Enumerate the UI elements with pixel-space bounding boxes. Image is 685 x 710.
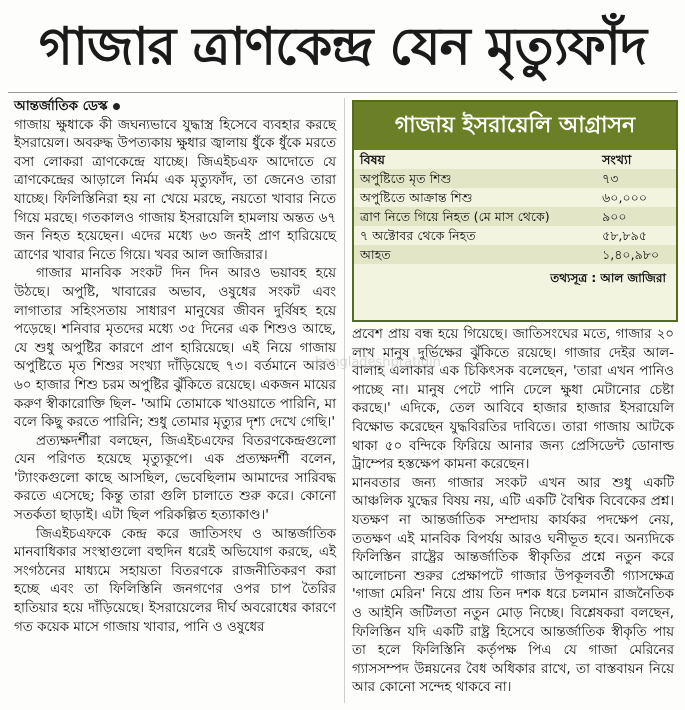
row-value: ১,৪০,৯৮০: [582, 245, 676, 264]
row-value: ৫৮,৮৯৫: [602, 228, 647, 243]
headline: গাজার ত্রাণকেন্দ্র যেন মৃত্যুফাঁদ: [38, 17, 647, 77]
column-divider: [344, 98, 345, 703]
table-row: [354, 169, 676, 188]
table-header-row: [354, 150, 676, 169]
row-value: ৬০,০০০: [602, 190, 648, 205]
source-credit: তথ্যসূত্র : আল জাজিরা: [550, 271, 666, 285]
stats-table: [354, 150, 676, 264]
article-paragraph: জিএইচএফকে কেন্দ্র করে জাতিসংঘ ও আন্তর্জাতিক মানবাধিকার সংস্থাগুলো বহুদিন ধরেই অভিযোগ করছে, এই সংগঠনের মাধ্যমে সহায়তা বিতরণকে রাজনীতিকরণ করা হচ্ছে এবং তা ফিলিস্তিনি জনগণের ওপর চাপ তৈরির হাতিয়ার হয়ে দাঁড়িয়েছে। ইসরায়েলের দীর্ঘ অবরোধের কারণে গত কয়েক মাসে গাজায় খাবার, পানি ও ওষুধের: [14, 526, 336, 635]
dept-line: [14, 98, 336, 117]
table-header-label: বিষয়: [360, 152, 385, 167]
row-label: ত্রাণ নিতে গিয়ে নিহত (মে মাস থেকে): [354, 207, 582, 226]
table-row: [354, 188, 676, 207]
bullet-icon: [113, 103, 120, 110]
stats-box-title: গাজায় ইসরায়েলি আগ্রাসন: [354, 102, 676, 150]
table-row: [354, 207, 676, 226]
left-column: [14, 98, 336, 637]
table-header-value: সংখ্যা: [602, 152, 632, 167]
table-row: [354, 245, 676, 264]
row-label: অপুষ্টিতে মৃত শিশু: [354, 169, 582, 188]
article-paragraph: মানবতার জন্য গাজার সংকট এখন আর শুধু একটি আঞ্চলিক যুদ্ধের বিষয় নয়, এটি একটি বৈশ্বিক বিবেকের প্রশ্ন। যতক্ষণ না আন্তর্জাতিক সম্প্রদায় কার্যকর পদক্ষেপ নেয়, ততক্ষণ এই মানবিক বিপর্যয় আরও ঘনীভূত হবে। অন্যদিকে ফিলিস্তিন রাষ্ট্রের আন্তর্জাতিক স্বীকৃতির প্রশ্নে নতুন করে আলোচনা শুরুর প্রেক্ষাপটে গাজার উপকূলবর্তী গ্যাসক্ষেত্র 'গাজা মেরিন' নিয়ে প্রায় তিন দশক ধরে চলমান রাজনৈতিক ও আইনি জটিলতা নতুন মোড় নিচ্ছে। বিশ্লেষকরা বলছেন, ফিলিস্তিন যদি একটি রাষ্ট্র হিসেবে আন্তর্জাতিক স্বীকৃতি পায় তা হলে ফিলিস্তিনি কর্তৃপক্ষ পিএ যে গাজা মেরিনের গ্যাসসম্পদ উন্নয়নের বৈধ অধিকার রাখে, তা বাস্তবায়ন নিয়ে আর কোনো সন্দেহ থাকবে না।: [352, 475, 674, 696]
article-paragraph: প্রত্যক্ষদর্শীরা বলছেন, জিএইচএফের বিতরণকেন্দ্রগুলো যেন পরিণত হয়েছে মৃত্যুকূপে। এক প্রত্যক্ষদর্শী বলেন, 'ট্যাংকগুলো কাছে আসছিল, ভেবেছিলাম আমাদের সারিবদ্ধ করতে এসেছে; কিন্তু তারা গুলি চালাতে শুরু করে। কোনো সতর্কতা ছাড়াই। এটা ছিল পরিকল্পিত হত্যাকাণ্ড।': [14, 433, 336, 524]
dept-label: আন্তর্জাতিক ডেস্ক: [14, 99, 108, 114]
table-row: [354, 226, 676, 245]
article-paragraph: গাজার মানবিক সংকট দিন দিন আরও ভয়াবহ হয়ে উঠছে। অপুষ্টি, খাবারের অভাব, ওষুধের সংকট এবং লাগাতার সহিংসতায় সাধারণ মানুষের জীবন দুর্বিষহ হয়ে পড়েছে। শনিবার মৃতদের মধ্যে ৩৫ দিনের এক শিশুও আছে, যে শুধু অপুষ্টির কারণে প্রাণ হারিয়েছে। এই নিয়ে গাজায় অপুষ্টিতে মৃত শিশুর সংখ্যা দাঁড়িয়েছে ৭৩। বর্তমানে আরও ৬০ হাজার শিশু চরম অপুষ্টির ঝুঁকিতে রয়েছে। একজন মায়ের করুণ স্বীকারোক্তি ছিল- 'আমি তোমাকে খাওয়াতে পারিনি, মা বলে কিছু করতে পারিনি; শুধু তোমার মৃত্যুর দৃশ্য দেখে গেছি।': [14, 266, 336, 431]
row-value: ৭৩: [582, 169, 676, 188]
row-label: আহত: [354, 245, 582, 264]
row-label: অপুষ্টিতে আক্রান্ত শিশু: [360, 190, 473, 205]
stats-box: [352, 100, 678, 322]
headline-rule: [8, 92, 677, 93]
row-label: ৭ অক্টোবর থেকে নিহত: [360, 228, 476, 243]
right-column: [352, 326, 674, 698]
row-value: ৯০০: [582, 207, 676, 226]
watermark: bangladeshpratidin: [315, 355, 441, 370]
article-paragraph: গাজায় ক্ষুধাকে কী জঘন্যভাবে যুদ্ধাস্ত্র হিসেবে ব্যবহার করছে ইসরায়েল। অবরুদ্ধ উপত্যকায় ক্ষুধার জ্বালায় ধুঁকে ধুঁকে মরতে বসা লোকরা ত্রাণকেন্দ্রে যাচ্ছে। জিএইচএফ আদোতে যে ত্রাণকেন্দ্রের আড়ালে নির্মম এক মৃত্যুফাঁদ, তা জেনেও তারা যাচ্ছে। ফিলিস্তিনিরা হয় না খেয়ে মরছে, নয়তো খাবার নিতে গিয়ে মরছে। গতকালও গাজায় ইসরায়েলি হামলায় অন্তত ৬৭ জন নিহত হয়েছেন। এদের মধ্যে ৬৩ জনই প্রাণ হারিয়েছে ত্রাণের খাবার নিতে গিয়ে। খবর আল জাজিরার।: [14, 117, 336, 263]
article-paragraph: প্রবেশ প্রায় বন্ধ হয়ে গিয়েছে। জাতিসংঘের মতে, গাজার ২০ লাখ মানুষ দুর্ভিক্ষের ঝুঁকিতে রয়েছে। গাজার দেইর আল-বালাহ এলাকার এক চিকিৎসক বলেছেন, 'তারা এখন পানিও পাচ্ছে না। মানুষ পেটে পানি ঢেলে ক্ষুধা মেটানোর চেষ্টা করছে।' এদিকে, তেল আবিবে হাজার হাজার ইসরায়েলি বিক্ষোভ করেছেন যুদ্ধবিরতির দাবিতে। তারা গাজায় আটকে থাকা ৫০ বন্দিকে ফিরিয়ে আনার জন্য প্রেসিডেন্ট ডোনাল্ড ট্রাম্পের হস্তক্ষেপ কামনা করেছেন।: [352, 327, 674, 473]
